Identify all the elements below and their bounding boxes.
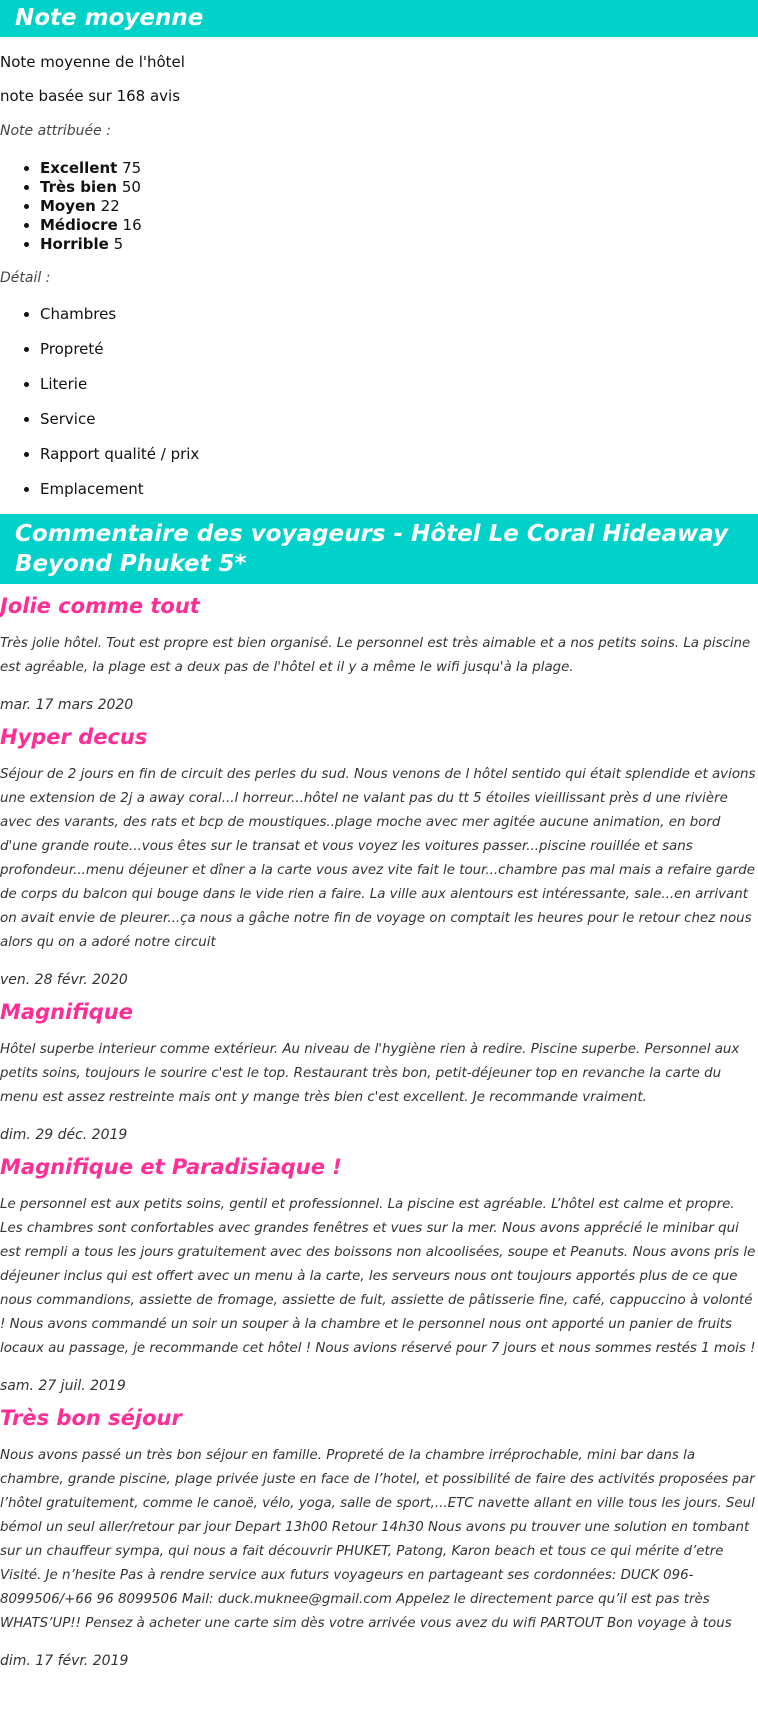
- review-title: Jolie comme tout: [0, 594, 200, 618]
- rating-item-label: Horrible: [40, 235, 109, 253]
- review-body: Nous avons passé un très bon séjour en famille. Propreté de la chambre irréprochable, mini bar dans la chambre, grande piscine, plage privée juste en face de l’hotel, et possibilité de faire des activités proposées par l’hôtel gratuitement, comme le canoë, vélo, yoga, salle de sport,...ETC navette allant en ville tous les jours. Seul bémol un seul aller/retour par jour Depart 13h00 Retour 14h30 Nous avons pu trouver une solution en tombant sur un chauffeur sympa, qui nous a fait découvrir PHUKET, Patong, Karon beach et tous ce qui mérite d’etre Visité. Je n’hesite Pas à rendre service aux futurs voyageurs en partageant ses cordonnées: DUCK 096-8099506/+66 96 8099506 Mail: duck.muknee@gmail.com Appelez le directement parce qu’il est pas très WHATS’UP!! Pensez à acheter une carte sim dès votre arrivée vous avez du wifi PARTOUT Bon voyage à tous: [0, 1448, 755, 1631]
- detail-item-proprete: • Propreté: [40, 339, 758, 374]
- rating-breakdown-list: [0, 159, 758, 254]
- detail-item-literie: • Literie: [40, 374, 758, 409]
- rating-item-tres-bien: [40, 178, 758, 197]
- rating-item-label: Médiocre: [40, 216, 118, 234]
- detail-list: [0, 304, 758, 514]
- rating-item-count: 75: [122, 159, 142, 177]
- detail-item-chambres: • Chambres: [40, 304, 758, 339]
- review-body: Hôtel superbe interieur comme extérieur. Au niveau de l'hygiène rien à redire. Piscine superbe. Personnel aux petits soins, toujours le sourire c'est le top. Restaurant très bon, petit-déjeuner top en revanche la carte du menu est assez restreinte mais ont y mange très bien c'est excellent. Je recommande vraiment.: [0, 1042, 740, 1105]
- rating-item-count: 16: [122, 216, 142, 234]
- detail-item-emplacement: • Emplacement: [40, 479, 758, 514]
- review-date: dim. 29 déc. 2019: [0, 1127, 128, 1143]
- review-body: Le personnel est aux petits soins, gentil et professionnel. La piscine est agréable. L’hôtel est calme et propre. Les chambres sont confortables avec grandes fenêtres et vues sur la mer. Nous avons apprécié le minibar qui est rempli a tous les jours gratuitement avec des boissons non alcoolisées, soupe et Peanuts. Nous avons pris le déjeuner inclus qui est offert avec un menu à la carte, les serveurs nous ont toujours apportés plus de ce que nous commandions, assiette de fromage, assiette de fuit, assiette de pâtisserie fine, café, cappuccino à volonté ! Nous avons commandé un soir un souper à la chambre et le personnel nous ont apporté un panier de fruits locaux au passage, je recommande cet hôtel ! Nous avions réservé pour 7 jours et nous sommes restés 1 mois !: [0, 1197, 756, 1356]
- review-date: dim. 17 févr. 2019: [0, 1653, 129, 1669]
- review-title: Très bon séjour: [0, 1406, 182, 1430]
- review-item: [0, 723, 758, 990]
- review-date: mar. 17 mars 2020: [0, 697, 134, 713]
- rating-item-count: 5: [113, 235, 124, 253]
- review-count-text: note basée sur 168 avis: [0, 87, 181, 105]
- review-item: [0, 1153, 758, 1396]
- review-body: Très jolie hôtel. Tout est propre est bien organisé. Le personnel est très aimable et a nos petits soins. La piscine est agréable, la plage est a deux pas de l'hôtel et il y a même le wifi jusqu'à la plage.: [0, 636, 751, 675]
- rating-item-moyen: [40, 197, 758, 216]
- review-item: [0, 998, 758, 1145]
- traveler-comments-section: [0, 514, 758, 1671]
- average-rating-heading: Note moyenne: [0, 0, 758, 37]
- detail-item-rapport-qualite-prix: • Rapport qualité / prix: [40, 444, 758, 479]
- detail-label: Détail :: [0, 270, 51, 286]
- review-title: Hyper decus: [0, 725, 148, 749]
- rating-item-excellent: [40, 159, 758, 178]
- review-title: Magnifique: [0, 1000, 134, 1024]
- comments-heading: Commentaire des voyageurs - Hôtel Le Coral Hideaway Beyond Phuket 5*: [0, 514, 758, 584]
- review-item: [0, 592, 758, 715]
- rating-item-mediocre: [40, 216, 758, 235]
- rating-item-label: Excellent: [40, 159, 118, 177]
- rating-item-count: 50: [121, 178, 141, 196]
- review-item: [0, 1404, 758, 1671]
- review-date: ven. 28 févr. 2020: [0, 972, 128, 988]
- rating-item-label: Moyen: [40, 197, 96, 215]
- review-body: Séjour de 2 jours en fin de circuit des perles du sud. Nous venons de l hôtel sentido qui était splendide et avions une extension de 2j a away coral...l horreur...hôtel ne valant pas du tt 5 étoiles vieillissant près d une rivière avec des varants, des rats et bcp de moustiques..plage moche avec mer agitée aucune animation, en bord d'une grande route...vous êtes sur le transat et vous voyez les voitures passer...piscine rouillée et sans profondeur...menu déjeuner et dîner a la carte vous avez vite fait le tour...chambre pas mal mais a refaire garde de corps du balcon qui bouge dans le vide rien a faire. La ville aux alentours est intéressante, sale...en arrivant on avait envie de pleurer...ça nous a gâche notre fin de voyage on comptait les heures pour le retour chez nous alors qu on a adoré notre circuit: [0, 767, 756, 950]
- rating-label: Note attribuée :: [0, 123, 111, 139]
- rating-item-label: Très bien: [40, 178, 118, 196]
- average-rating-title: Note moyenne de l'hôtel: [0, 53, 185, 71]
- rating-item-horrible: [40, 235, 758, 254]
- review-title: Magnifique et Paradisiaque !: [0, 1155, 342, 1179]
- review-date: sam. 27 juil. 2019: [0, 1378, 126, 1394]
- rating-item-count: 22: [100, 197, 120, 215]
- average-rating-section: [0, 0, 758, 514]
- detail-item-service: • Service: [40, 409, 758, 444]
